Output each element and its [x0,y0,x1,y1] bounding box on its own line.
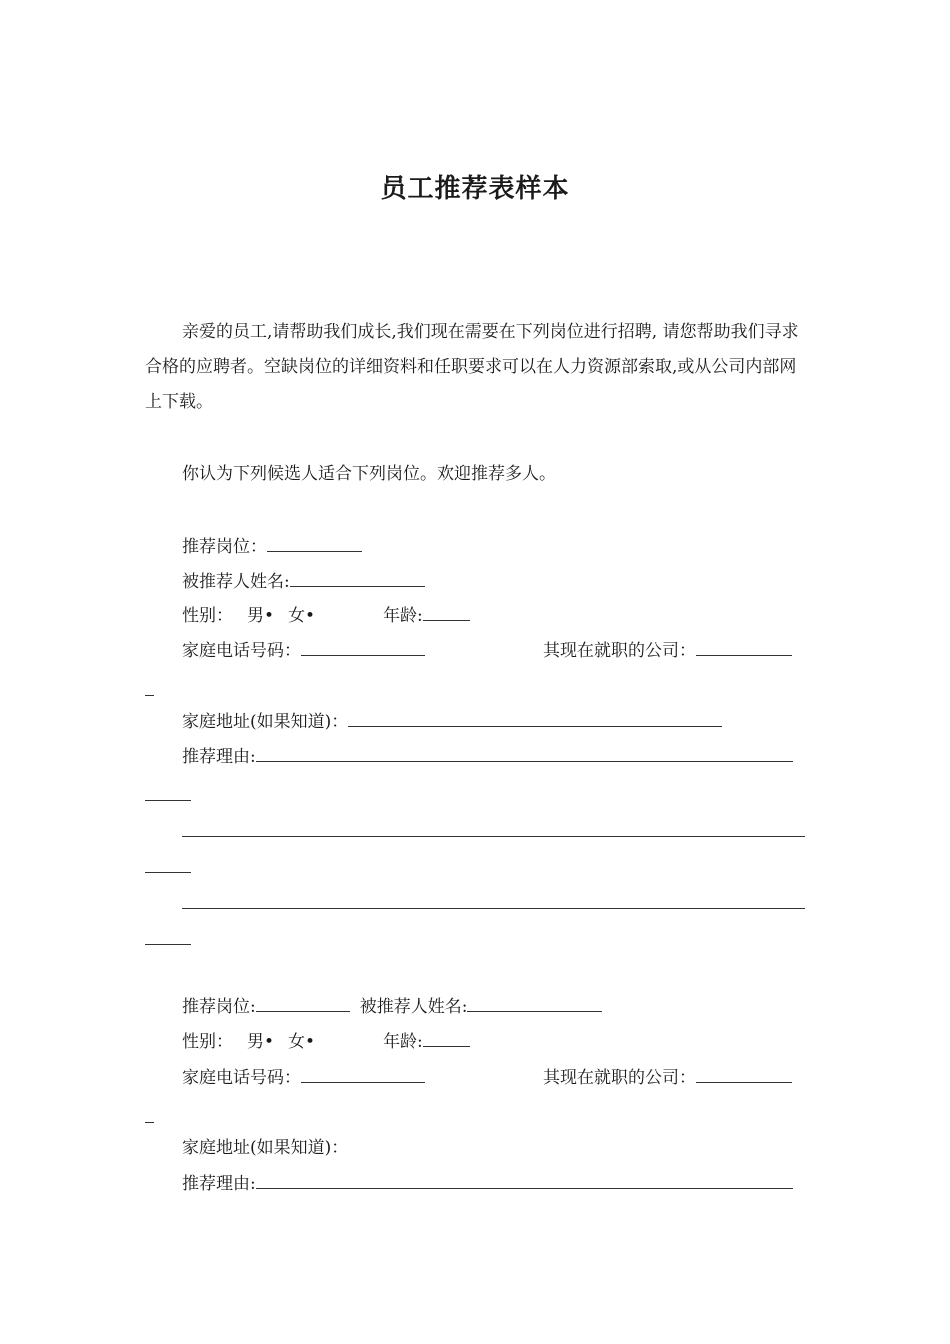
position-label: 推荐岗位: [182,997,256,1017]
reason-line-continuation [145,800,191,801]
company-label: 其现在就职的公司： [543,1068,696,1088]
position-field[interactable] [267,535,362,552]
position-field[interactable] [256,995,350,1012]
company-field-continuation [145,695,154,696]
phone-row-1 [182,639,425,662]
company-field[interactable] [696,1066,792,1083]
reason-field[interactable] [256,745,793,762]
company-row-2 [543,1066,792,1089]
reason-label: 推荐理由: [182,747,256,767]
document-title: 员工推荐表样本 [380,174,570,204]
gender-male-option[interactable]: 男• [247,1032,275,1052]
name-row-1 [182,570,425,593]
invite-text: 你认为下列候选人适合下列岗位。欢迎推荐多人。 [182,464,556,484]
position-name-row-2 [182,995,602,1018]
address-field[interactable] [348,710,722,727]
name-field[interactable] [467,995,602,1012]
phone-row-2 [182,1066,425,1089]
reason-row-2 [182,1172,793,1195]
gender-age-row-1 [182,604,470,627]
reason-line-3[interactable] [182,908,805,909]
reason-line-2[interactable] [182,836,805,837]
gender-age-row-2 [182,1030,470,1053]
address-label: 家庭地址(如果知道)： [182,712,349,732]
address-row-2 [182,1137,348,1159]
company-row-1 [543,639,792,662]
phone-field[interactable] [301,1066,425,1083]
phone-label: 家庭电话号码： [182,1068,301,1088]
company-field-continuation [145,1122,154,1123]
gender-female-option[interactable]: 女• [288,1032,316,1052]
position-row-1 [182,535,362,558]
intro-paragraph: 亲爱的员工,请帮助我们成长,我们现在需要在下列岗位进行招聘, 请您帮助我们寻求合格的应聘者。空缺岗位的详细资料和任职要求可以在人力资源部索取,或从公司内部网上下载。 [145,322,799,412]
name-label: 被推荐人姓名: [182,572,290,592]
gender-female-option[interactable]: 女• [288,606,316,626]
reason-field[interactable] [256,1172,793,1189]
phone-field[interactable] [301,639,425,656]
address-label: 家庭地址(如果知道)： [182,1138,349,1158]
address-row-1 [182,710,722,733]
reason-line-continuation [145,872,191,873]
age-field[interactable] [423,604,470,621]
name-field[interactable] [290,570,425,587]
reason-line-continuation [145,944,191,945]
phone-label: 家庭电话号码： [182,641,301,661]
reason-row-1 [182,745,793,768]
age-label: 年龄: [383,606,423,626]
gender-label: 性别： [182,606,233,626]
gender-male-option[interactable]: 男• [247,606,275,626]
age-label: 年龄: [383,1032,423,1052]
reason-label: 推荐理由: [182,1174,256,1194]
gender-label: 性别： [182,1032,233,1052]
company-field[interactable] [696,639,792,656]
age-field[interactable] [423,1030,470,1047]
position-label: 推荐岗位： [182,537,267,557]
name-label: 被推荐人姓名: [359,997,468,1017]
company-label: 其现在就职的公司： [543,641,696,661]
